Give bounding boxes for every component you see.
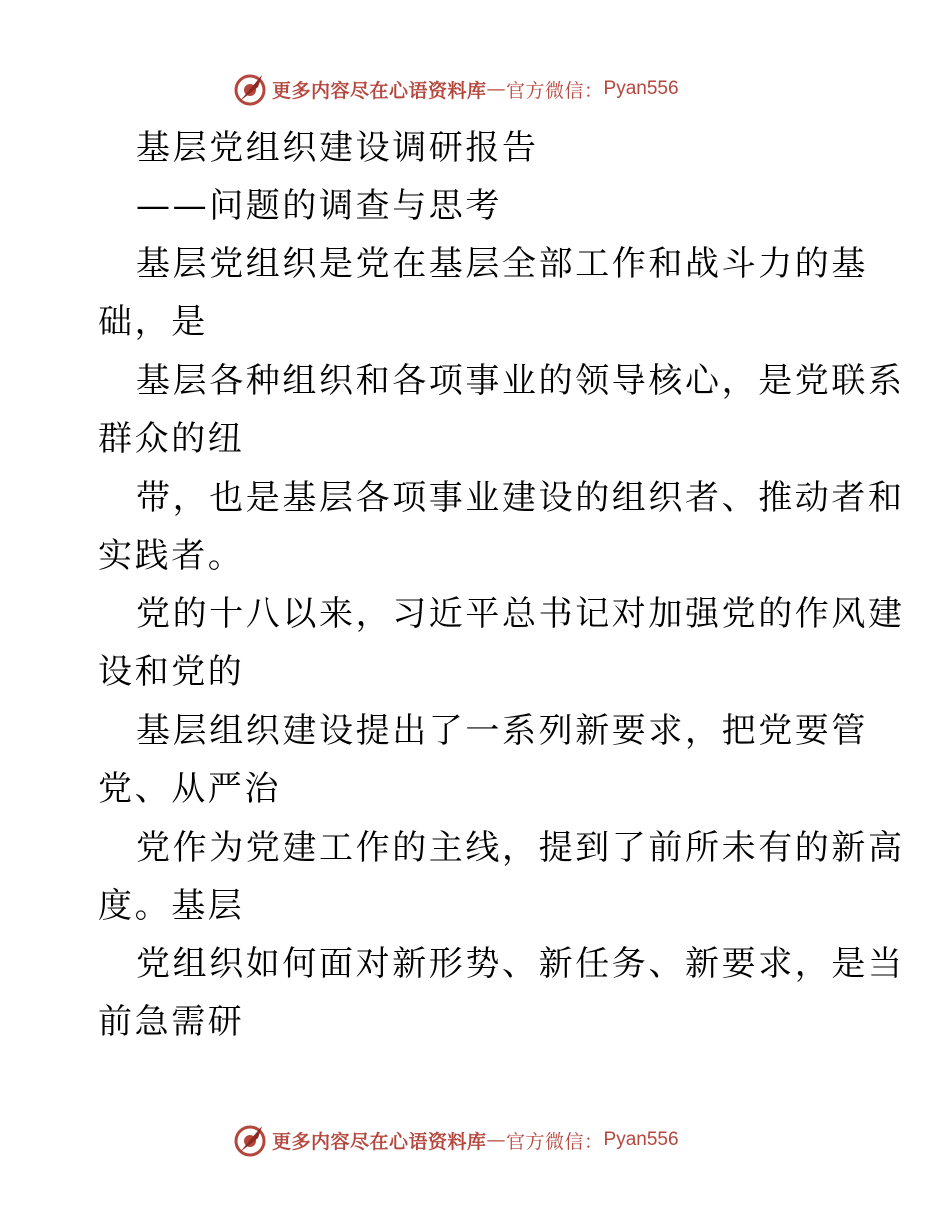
paragraph-line: 党组织如何面对新形势、新任务、新要求，是当 (136, 944, 905, 984)
paragraph-line: 基层党组织是党在基层全部工作和战斗力的基 (136, 244, 868, 284)
paragraph-line: 群众的纽 (98, 419, 245, 459)
paragraph-line: 度。基层 (98, 886, 245, 926)
paragraph-line: 基层组织建设提出了一系列新要求，把党要管 (136, 711, 868, 751)
paragraph-line: 带，也是基层各项事业建设的组织者、推动者和 (136, 478, 905, 518)
watermark-wechat-id: Pyan556 (603, 1129, 679, 1150)
paragraph-line: 实践者。 (98, 536, 245, 576)
paragraph-line: 党作为党建工作的主线，提到了前所未有的新高 (136, 828, 905, 868)
document-title: 基层党组织建设调研报告 (136, 128, 539, 168)
quill-seal-icon (232, 71, 268, 107)
paragraph-line: 前急需研 (98, 1002, 245, 1042)
watermark-wechat-id: Pyan556 (603, 78, 679, 99)
watermark-header (232, 71, 732, 107)
watermark-separator: — (486, 78, 507, 100)
watermark-footer (232, 1122, 732, 1158)
paragraph-line: 基层各种组织和各项事业的领导核心，是党联系 (136, 361, 905, 401)
watermark-brand: 更多内容尽在心语资料库 (272, 79, 487, 102)
paragraph-line: 党、从严治 (98, 769, 281, 809)
paragraph-line: 党的十八以来，习近平总书记对加强党的作风建 (136, 594, 905, 634)
watermark-brand: 更多内容尽在心语资料库 (272, 1130, 487, 1153)
watermark-suffix: 官方微信： (506, 79, 604, 102)
watermark-suffix: 官方微信： (506, 1130, 604, 1153)
quill-seal-icon (232, 1122, 268, 1158)
paragraph-line: 设和党的 (98, 652, 245, 692)
watermark-separator: — (486, 1129, 507, 1151)
paragraph-line: 础，是 (98, 302, 208, 342)
document-subtitle: ——问题的调查与思考 (136, 186, 502, 226)
